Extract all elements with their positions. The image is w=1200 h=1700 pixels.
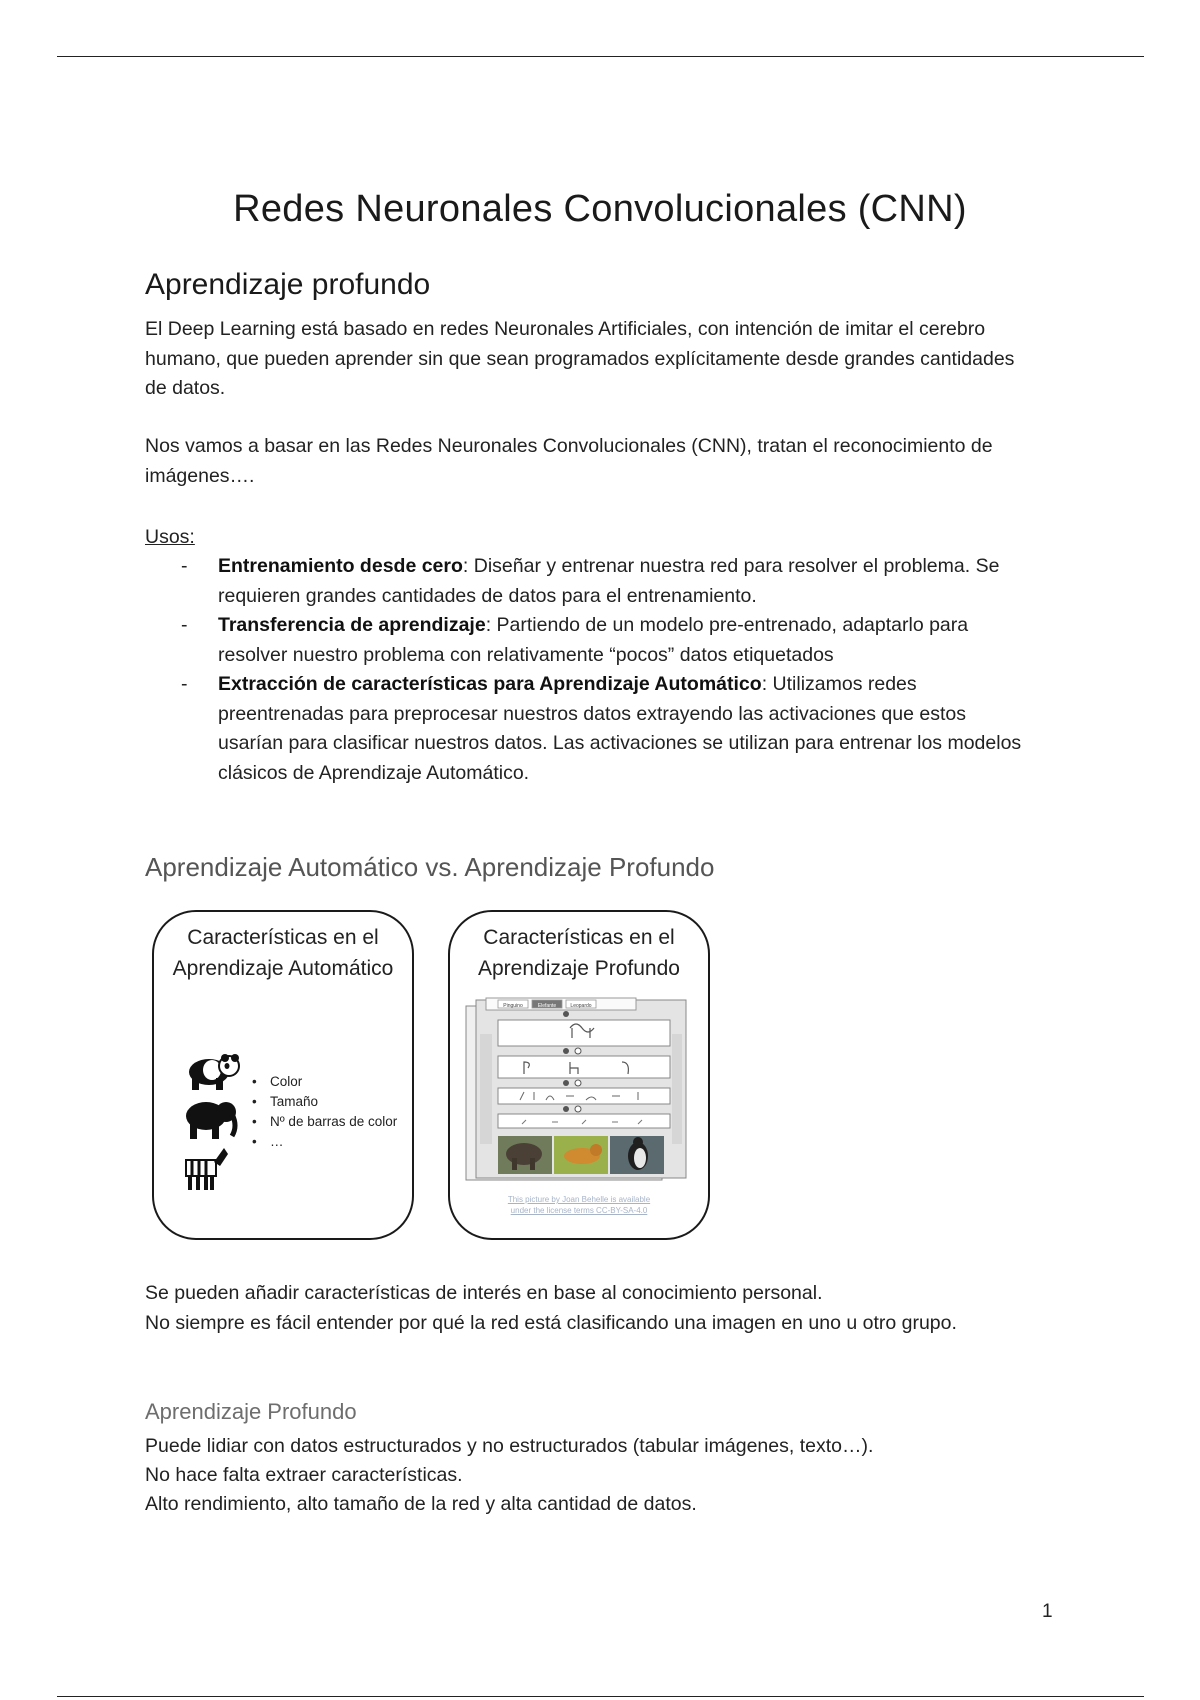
- list-item: • …: [252, 1132, 397, 1152]
- document-title: Redes Neuronales Convolucionales (CNN): [233, 188, 967, 230]
- dl-line: Alto rendimiento, alto tamaño de la red y alta cantidad de datos.: [145, 1493, 697, 1515]
- ml-features-card: [152, 910, 414, 1240]
- ml-card-title: Características en el Aprendizaje Automático: [172, 926, 394, 980]
- section-heading-aprendizaje-profundo: Aprendizaje profundo: [145, 268, 431, 301]
- list-item: - Transferencia de aprendizaje: Partiendo de un modelo pre-entrenado, adaptarlo para resolver nuestro problema con relativamente “pocos” datos etiquetados: [181, 614, 969, 666]
- section-heading-ml-vs-dl: Aprendizaje Automático vs. Aprendizaje Profundo: [145, 852, 715, 882]
- header-rule: [57, 56, 1144, 57]
- cnn-network-diagram: [462, 996, 694, 1190]
- list-item: • Nº de barras de color: [252, 1112, 397, 1132]
- usos-list: [145, 552, 1025, 788]
- subheading-aprendizaje-profundo: Aprendizaje Profundo: [145, 1399, 357, 1424]
- panda-icon: [182, 1052, 242, 1092]
- page-number: 1: [1042, 1601, 1053, 1622]
- list-item: • Color: [252, 1072, 397, 1092]
- list-item: - Entrenamiento desde cero: Diseñar y entrenar nuestra red para resolver el problema. Se requieren grandes cantidades de datos para el entrenamiento.: [181, 555, 1000, 607]
- list-item: • Tamaño: [252, 1092, 397, 1112]
- diagram-tab-label: Pinguino: [503, 1003, 523, 1009]
- diagram-tab-label: Elefante: [537, 1003, 557, 1009]
- dl-features-card: [448, 910, 710, 1240]
- list-item: - Extracción de características para Aprendizaje Automático: Utilizamos redes preentrenadas para preprocesar nuestros datos extrayendo las activaciones que estos usarían para clasificar nuestros datos. Las activaciones se utilizan para entrenar los modelos clásicos de Aprendizaje Automático.: [181, 673, 1022, 784]
- dl-line: No hace falta extraer características.: [145, 1464, 463, 1486]
- cnn-paragraph: Nos vamos a basar en las Redes Neuronales Convolucionales (CNN), tratan el reconocimiento de imágenes….: [145, 435, 993, 487]
- zebra-icon: [182, 1146, 230, 1192]
- elephant-icon: [182, 1098, 238, 1140]
- interpretability-paragraph: No siempre es fácil entender por qué la red está clasificando una imagen en uno u otro grupo.: [145, 1312, 957, 1334]
- image-credit[interactable]: This picture by Joan Behelle is available under the license terms CC-BY-SA-4.0: [507, 1195, 651, 1215]
- diagram-tab-label: Leopardo: [570, 1003, 592, 1009]
- intro-paragraph: El Deep Learning está basado en redes Neuronales Artificiales, con intención de imitar el cerebro humano, que pueden aprender sin que sean programados explícitamente desde grandes cantidades de datos.: [145, 318, 1015, 399]
- personal-knowledge-paragraph: Se pueden añadir características de interés en base al conocimiento personal.: [145, 1282, 823, 1304]
- dl-line: Puede lidiar con datos estructurados y no estructurados (tabular imágenes, texto…).: [145, 1435, 874, 1457]
- usos-label: Usos:: [145, 526, 195, 548]
- dl-card-title: Características en el Aprendizaje Profundo: [478, 926, 680, 980]
- ml-feature-list: [252, 1072, 397, 1152]
- footer-rule: [57, 1696, 1144, 1697]
